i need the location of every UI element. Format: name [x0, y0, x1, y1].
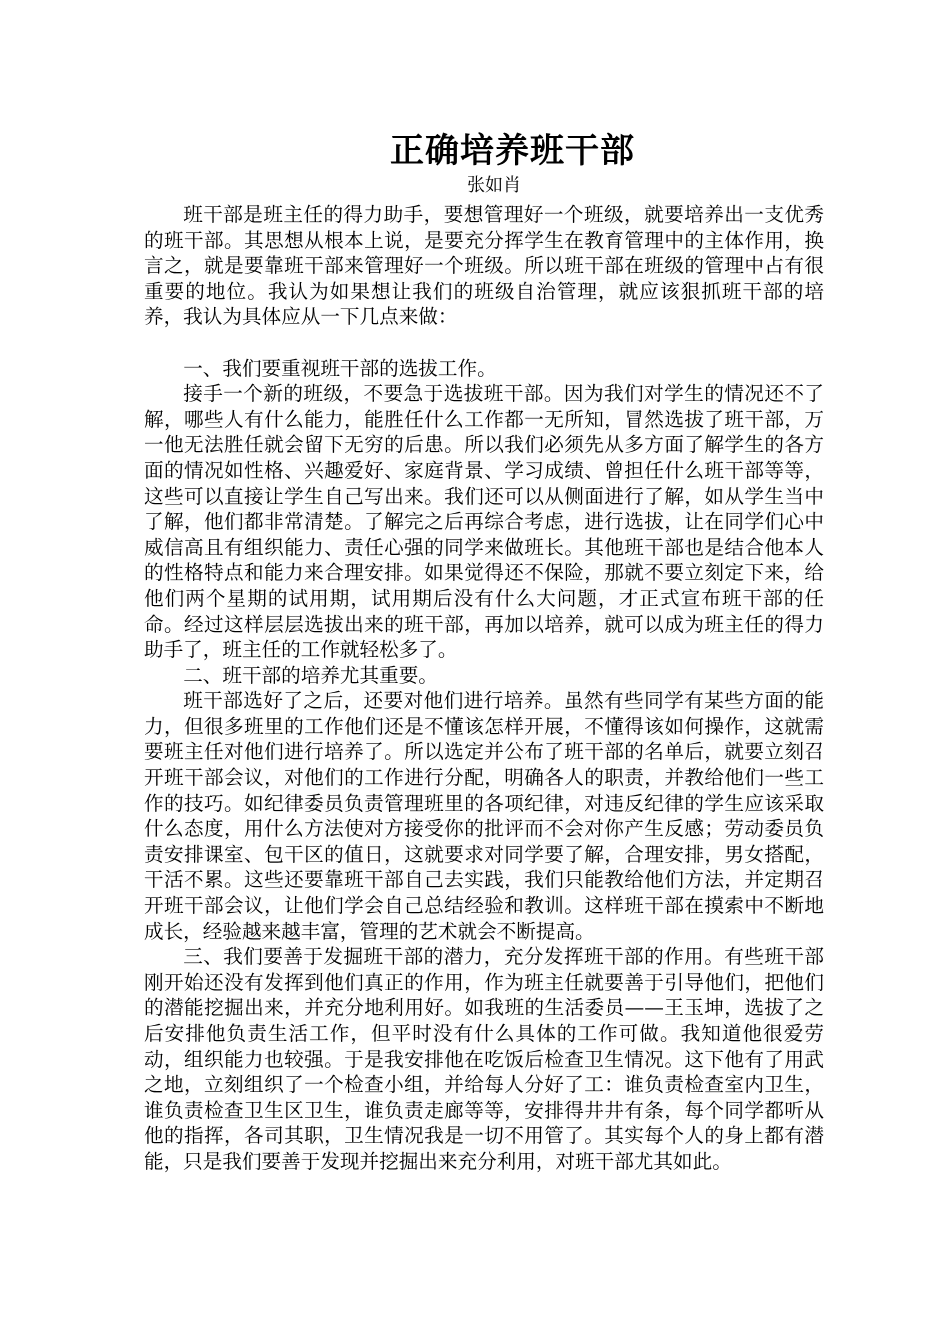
paragraph-section-1: 接手一个新的班级，不要急于选拔班干部。因为我们对学生的情况还不了解，哪些人有什么能力，能胜任什么工作都一无所知，冒然选拔了班干部，万一他无法胜任就会留下无穷的后患。所以我们必须先从多方面了解学生的各方面的情况如性格、兴趣爱好、家庭背景、学习成绩、曾担任什么班干部等等，这些可以直接让学生自己写出来。我们还可以从侧面进行了解，如从学生当中了解，他们都非常清楚。了解完之后再综合考虑，进行选拔，让在同学们心中威信高且有组织能力、责任心强的同学来做班长。其他班干部也是结合他本人的性格特点和能力来合理安排。如果觉得还不保险，那就不要立刻定下来，给他们两个星期的试用期，试用期后没有什么大问题，才正式宣布班干部的任命。经过这样层层选拔出来的班干部，再加以培养，就可以成为班主任的得力助手了，班主任的工作就轻松多了。: [144, 382, 824, 662]
document-page: [144, 128, 824, 1175]
blank-line: [144, 330, 824, 356]
section-heading-2: 二、班干部的培养尤其重要。: [183, 663, 438, 687]
document-author: 张如肖: [467, 175, 521, 196]
paragraph-section-2: 班干部选好了之后，还要对他们进行培养。虽然有些同学有某些方面的能力，但很多班里的工作他们还是不懂该怎样开展，不懂得该如何操作，这就需要班主任对他们进行培养了。所以选定并公布了班干部的名单后，就要立刻召开班干部会议，对他们的工作进行分配，明确各人的职责，并教给他们一些工作的技巧。如纪律委员负责管理班里的各项纪律，对违反纪律的学生应该采取什么态度，用什么方法使对方接受你的批评而不会对你产生反感；劳动委员负责安排课室、包干区的值日，这就要求对同学要了解，合理安排，男女搭配，干活不累。这些还要靠班干部自己去实践，我们只能教给他们方法，并定期召开班干部会议，让他们学会自己总结经验和教训。这样班干部在摸索中不断地成长，经验越来越丰富，管理的艺术就会不断提高。: [144, 689, 824, 943]
document-title: 正确培养班干部: [390, 131, 635, 171]
paragraph-intro: 班干部是班主任的得力助手，要想管理好一个班级，就要培养出一支优秀的班干部。其思想从根本上说，是要充分挥学生在教育管理中的主体作用，换言之，就是要靠班干部来管理好一个班级。所以班干部在班级的管理中占有很重要的地位。我认为如果想让我们的班级自治管理，就应该狠抓班干部的培养，我认为具体应从一下几点来做：: [144, 203, 824, 329]
paragraph-section-3: 三、我们要善于发掘班干部的潜力，充分发挥班干部的作用。有些班干部刚开始还没有发挥到他们真正的作用，作为班主任就要善于引导他们，把他们的潜能挖掘出来，并充分地利用好。如我班的生活委员——王玉坤，选拔了之后安排他负责生活工作，但平时没有什么具体的工作可做。我知道他很爱劳动，组织能力也较强。于是我安排他在吃饭后检查卫生情况。这下他有了用武之地，立刻组织了一个检查小组，并给每人分好了工：谁负责检查室内卫生，谁负责检查卫生区卫生，谁负责走廊等等，安排得井井有条，每个同学都听从他的指挥，各司其职，卫生情况我是一切不用管了。其实每个人的身上都有潜能，只是我们要善于发现并挖掘出来充分利用，对班干部尤其如此。: [144, 945, 824, 1173]
section-heading-1: 一、我们要重视班干部的选拔工作。: [183, 356, 497, 380]
document-body: [144, 202, 824, 1175]
